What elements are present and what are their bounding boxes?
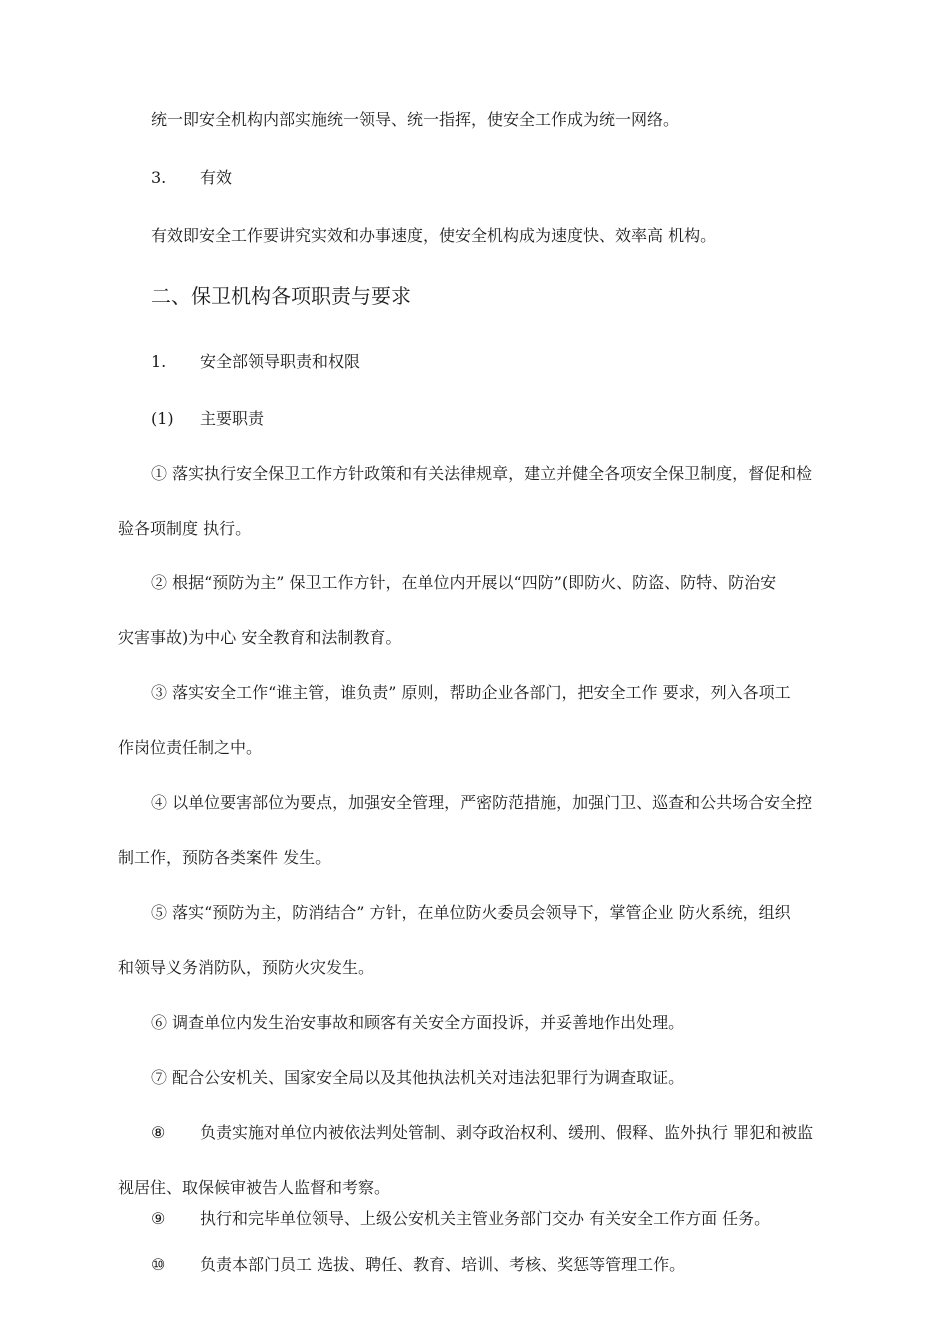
duty-4-line-1: ④ 以单位要害部位为要点，加强安全管理，严密防范措施，加强门卫、巡查和公共场合安全控 (151, 793, 813, 812)
duty-8-marker: ⑧ (151, 1123, 166, 1142)
duty-7: ⑦ 配合公安机关、国家安全局以及其他执法机关对违法犯罪行为调查取证。 (151, 1068, 685, 1087)
duty-3-line-1: ③ 落实安全工作“谁主管，谁负责” 原则，帮助企业各部门，把安全工作 要求，列入各项工 (151, 683, 791, 702)
duty-5-line-1: ⑤ 落实“预防为主，防消结合” 方针，在单位防火委员会领导下，掌管企业 防火系统，组织 (151, 903, 791, 922)
duty-6: ⑥ 调查单位内发生治安事故和顾客有关安全方面投诉，并妥善地作出处理。 (151, 1013, 685, 1032)
subsubsection-number-1: (1) (151, 409, 174, 428)
subsection-number-1: 1. (151, 352, 167, 371)
subsection-label-leader-duties: 安全部领导职责和权限 (200, 352, 361, 371)
duty-10-line-1: 负责本部门员工 选拔、聘任、教育、培训、考核、奖惩等管理工作。 (200, 1255, 686, 1274)
duty-9-line-1: 执行和完毕单位领导、上级公安机关主管业务部门交办 有关安全工作方面 任务。 (200, 1209, 771, 1228)
duty-3-line-2: 作岗位责任制之中。 (118, 738, 263, 757)
paragraph-unified: 统一即安全机构内部实施统一领导、统一指挥，使安全工作成为统一网络。 (151, 110, 680, 129)
duty-1-line-1: ① 落实执行安全保卫工作方针政策和有关法律规章，建立并健全各项安全保卫制度，督促和检 (151, 464, 813, 483)
section-heading: 二、保卫机构各项职责与要求 (151, 284, 411, 308)
duty-4-line-2: 制工作，预防各类案件 发生。 (118, 848, 332, 867)
subsubsection-label-main-duties: 主要职责 (200, 409, 265, 428)
paragraph-effective: 有效即安全工作要讲究实效和办事速度，使安全机构成为速度快、效率高 机构。 (151, 226, 717, 245)
duty-2-line-1: ② 根据“预防为主” 保卫工作方针，在单位内开展以“四防”(即防火、防盗、防特、防治安 (151, 573, 777, 592)
duty-9-marker: ⑨ (151, 1209, 166, 1228)
duty-5-line-2: 和领导义务消防队，预防火灾发生。 (118, 958, 375, 977)
duty-1-line-2: 验各项制度 执行。 (118, 519, 252, 538)
duty-8-line-1: 负责实施对单位内被依法判处管制、剥夺政治权利、缓刑、假释、监外执行 罪犯和被监 (200, 1123, 814, 1142)
item-number-3: 3. (151, 168, 167, 187)
duty-2-line-2: 灾害事故)为中心 安全教育和法制教育。 (118, 628, 402, 647)
duty-10-marker: ⑩ (151, 1255, 166, 1274)
duty-8-line-2: 视居住、取保候审被告人监督和考察。 (118, 1178, 391, 1197)
item-label-effective: 有效 (200, 168, 233, 187)
